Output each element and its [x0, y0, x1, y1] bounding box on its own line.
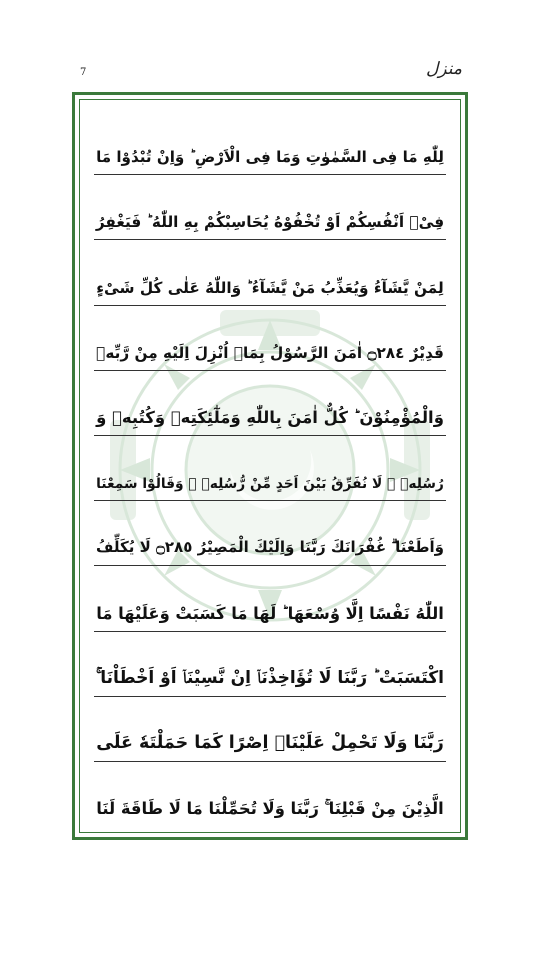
verse-line — [94, 501, 446, 566]
verse-line — [94, 566, 446, 631]
page-header — [0, 55, 540, 85]
verse-line — [94, 306, 446, 371]
verse-text: لِمَنْ یَّشَآءُ وَیُعَذِّبُ مَنْ یَّشَآءُ ؕ وَاللّٰهُ عَلٰی كُلِّ شَیْءٍ — [96, 278, 444, 297]
verse-text: وَالْمُؤْمِنُوْنَ ؕ كُلٌّ اٰمَنَ بِاللّٰهِ وَمَلٰٓئِكَتِهٖ وَكُتُبِهٖ وَ — [96, 407, 444, 427]
verse-text: الَّذِیْنَ مِنْ قَبْلِنَا ۚ رَبَّنَا وَلَا تُحَمِّلْنَا مَا لَا طَاقَةَ لَنَا — [96, 799, 444, 819]
verse-line — [94, 110, 446, 175]
verse-line — [94, 632, 446, 697]
page-number: 7 — [80, 67, 87, 78]
verse-text: رَبَّنَا وَلَا تَحْمِلْ عَلَیْنَاۤ اِصْرًا كَمَا حَمَلْتَهٗ عَلَی — [96, 732, 444, 753]
verse-line — [94, 240, 446, 305]
page-frame — [72, 92, 468, 840]
manzil-label: منزل — [426, 59, 462, 79]
verse-text: فِیْۤ اَنْفُسِكُمْ اَوْ تُخْفُوْهُ یُحَاسِبْكُمْ بِهِ اللّٰهُ ؕ فَیَغْفِرُ — [95, 213, 445, 232]
verse-lines — [94, 110, 446, 822]
verse-text: قَدِیْرٌ ۝٢٨٤ اٰمَنَ الرَّسُوْلُ بِمَاۤ اُنْزِلَ اِلَیْهِ مِنْ رَّبِّهٖ — [96, 343, 444, 362]
verse-text: رُسُلِهٖ ۟ لَا نُفَرِّقُ بَیْنَ اَحَدٍ مِّنْ رُّسُلِهٖ ۟ وَقَالُوْا سَمِعْنَا — [96, 476, 444, 493]
verse-text: اللّٰهُ نَفْسًا اِلَّا وُسْعَهَا ؕ لَهَا مَا كَسَبَتْ وَعَلَیْهَا مَا — [96, 603, 444, 623]
verse-text: وَاَطَعْنَا ۗ غُفْرَانَكَ رَبَّنَا وَاِلَیْكَ الْمَصِیْرُ ۝٢٨٥ لَا یُكَلِّفُ — [95, 538, 445, 557]
verse-text: اكْتَسَبَتْ ؕ رَبَّنَا لَا تُؤَاخِذْنَاۤ اِنْ نَّسِیْنَاۤ اَوْ اَخْطَاْنَا ۚ — [95, 667, 445, 688]
verse-line — [94, 697, 446, 762]
verse-line — [94, 371, 446, 436]
verse-line — [94, 175, 446, 240]
page-frame-inner — [79, 99, 461, 833]
verse-text: لِلّٰهِ مَا فِی السَّمٰوٰتِ وَمَا فِی الْاَرْضِ ؕ وَاِنْ تُبْدُوْا مَا — [96, 148, 444, 167]
verse-line — [94, 762, 446, 827]
verse-line — [94, 436, 446, 501]
